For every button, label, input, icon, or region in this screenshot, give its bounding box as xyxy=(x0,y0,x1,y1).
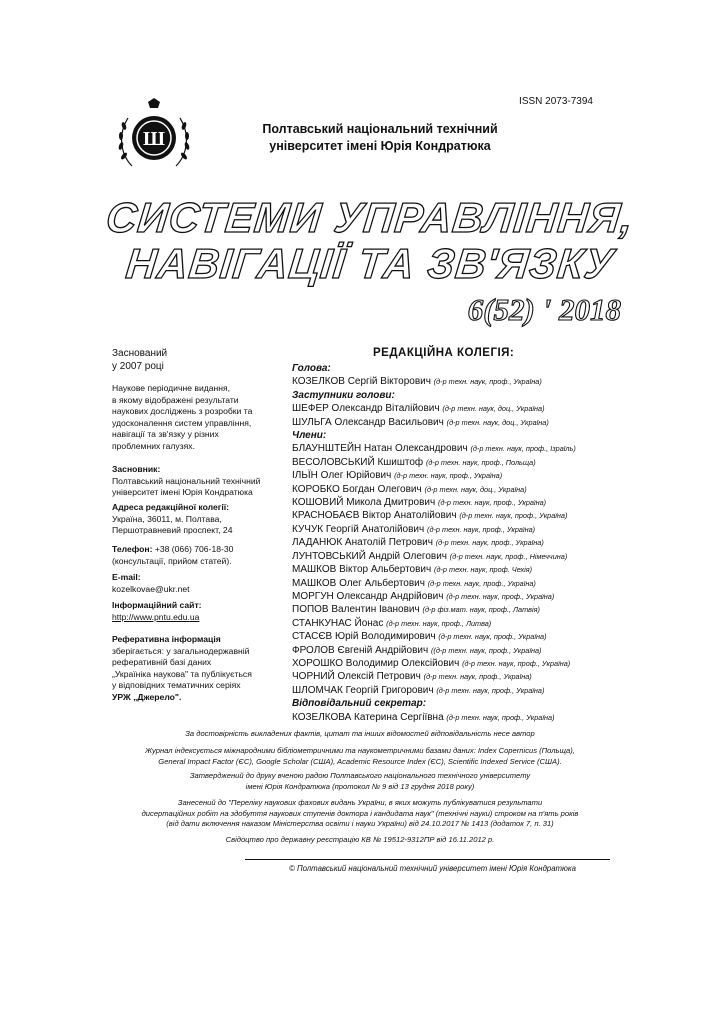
description-line: в якому відображені результати xyxy=(112,394,239,405)
member-name: СТАНКУНАС Йонас xyxy=(292,617,384,629)
description-line: проблемних галузях. xyxy=(112,440,195,451)
member-credentials: (д-р техн. наук, проф., Україна) xyxy=(446,712,555,722)
address-label: Адреса редакційної колегії: xyxy=(112,502,229,512)
member-name: ШЛОМЧАК Георгій Григорович xyxy=(292,684,434,696)
svg-text:Ш: Ш xyxy=(143,128,165,150)
abstract-info xyxy=(112,634,282,703)
member-credentials: (д-р техн. наук, проф., Україна) xyxy=(438,632,547,642)
board-member xyxy=(292,375,622,388)
listing-note xyxy=(110,798,610,830)
member-name: КОЗЕЛКОВА Катерина Сергіївна xyxy=(292,711,444,723)
member-name: КОШОВИЙ Микола Дмитрович xyxy=(292,497,436,509)
board-member xyxy=(292,416,622,429)
abstract-line: реферативній базі даних xyxy=(112,657,212,667)
board-member xyxy=(292,483,622,496)
abstract-line: „Україніка наукова" та публікується xyxy=(112,668,252,679)
board-member xyxy=(292,509,622,522)
member-name: ЛУНТОВСЬКИЙ Андрій Олегович xyxy=(292,550,448,562)
member-name: ЧОРНИЙ Олексій Петрович xyxy=(292,671,421,683)
board-member xyxy=(292,496,622,509)
member-credentials: (д-р техн. наук, проф., Україна) xyxy=(436,685,545,695)
abstract-line: зберігається: у загальнодержавній xyxy=(112,645,250,656)
member-credentials: (д-р техн. наук, проф. Чехія) xyxy=(434,565,533,575)
listing-note-line: (від дати включення наказом Міністерства освіти і науки України) від 24.10.2017 № 1413 (додаток 7, п. 31) xyxy=(166,819,554,828)
founder-line: університет імені Юрія Кондратюка xyxy=(112,487,253,497)
member-name: ПОПОВ Валентин Іванович xyxy=(292,604,420,616)
member-name: ВЕСОЛОВСЬКИЙ Кшиштоф xyxy=(292,456,424,468)
board-member xyxy=(292,603,622,616)
journal-title-line1: СИСТЕМИ УПРАВЛІННЯ, xyxy=(104,194,637,241)
member-name: КОРОБКО Богдан Олегович xyxy=(292,483,422,495)
member-credentials: (д-р техн. наук, проф., Україна) xyxy=(459,511,568,521)
phone-label: Телефон: xyxy=(112,544,153,554)
address-line: Україна, 36011, м. Полтава, xyxy=(112,513,222,524)
member-credentials: (д-р техн. наук, проф., Україна) xyxy=(462,658,571,668)
address-line: Першотравневий проспект, 24 xyxy=(112,525,233,535)
university-name-line2: університет імені Юрія Кондратюка xyxy=(269,139,491,153)
role-deputies: Заступники голови: xyxy=(292,389,395,401)
description-line: наукових досліджень з розробки та xyxy=(112,406,253,416)
abstract-line: у відповідних тематичних серіях xyxy=(112,680,241,690)
member-credentials: (д-р техн. наук, проф., Україна) xyxy=(446,591,555,601)
editorial-board-list xyxy=(292,362,622,724)
board-member xyxy=(292,563,622,576)
description-line: навігації та зв'язку у різних xyxy=(112,429,219,439)
member-name: ХОРОШКО Володимир Олексійович xyxy=(292,657,460,669)
address-info xyxy=(112,502,282,537)
member-credentials: (д-р техн. наук, доц., Україна) xyxy=(442,404,545,414)
footer-divider xyxy=(245,859,610,860)
member-name: КРАСНОБАЄВ Віктор Анатолійович xyxy=(292,510,457,522)
board-member xyxy=(292,670,622,683)
board-member xyxy=(292,684,622,697)
journal-title-line2: НАВІГАЦІЇ ТА ЗВ'ЯЗКУ xyxy=(123,240,617,287)
member-name: СТАСЄВ Юрій Володимирович xyxy=(292,631,436,643)
member-credentials: (д-р техн. наук, проф., Україна) xyxy=(433,377,542,387)
member-credentials: (д-р техн. наук, доц., Україна) xyxy=(446,417,549,427)
indexing-note xyxy=(110,746,610,767)
description-line: удосконалення систем управління, xyxy=(112,417,252,428)
email-info xyxy=(112,572,282,595)
member-name: МОРГУН Олександр Андрійович xyxy=(292,590,444,602)
board-member xyxy=(292,523,622,536)
email-label: E-mail: xyxy=(112,572,141,582)
responsibility-note: За достовірність викладених фактів, цитат та інших відомостей відповідальність несе автор xyxy=(185,729,535,738)
approval-note-line: Затверджений до друку вченою радою Полтавського національного технічного університету xyxy=(189,771,531,780)
member-name: КОЗЕЛКОВ Сергій Вікторович xyxy=(292,376,431,388)
member-name: КУЧУК Георгій Анатолійович xyxy=(292,523,425,535)
member-credentials: (д-р техн. наук, проф., Польща) xyxy=(425,457,536,467)
phone-info xyxy=(112,544,282,567)
description-line: Наукове періодичне видання, xyxy=(112,383,231,393)
board-member xyxy=(292,536,622,549)
copyright-notice: © Полтавський національний технічний університет імені Юрія Кондратюка xyxy=(289,864,576,873)
board-member xyxy=(292,630,622,643)
site-link[interactable]: http://www.pntu.edu.ua xyxy=(112,611,200,622)
board-member xyxy=(292,644,622,657)
phone-value: +38 (066) 706-18-30 xyxy=(154,544,234,554)
indexing-note-line: Журнал індексується міжнародними бібліометричними та наукометричними базами даних: Index Copernicus (Польща), xyxy=(145,746,575,755)
listing-note-line: дисертаційних робіт на здобуття наукових ступенів доктора і кандидата наук" (технічні науки) строком на п'ять років xyxy=(141,808,579,818)
member-name: ФРОЛОВ Євгеній Андрійович xyxy=(292,644,429,656)
board-member xyxy=(292,402,622,415)
board-member xyxy=(292,711,622,724)
member-credentials: (д-р техн. наук, проф., Україна) xyxy=(394,471,503,481)
listing-note-line: Занесений до "Переліку наукових фахових видань України, в яких можуть публікуватися результати xyxy=(177,798,543,807)
registration-note: Свідоцтво про державну реєстрацію КВ № 19512-9312ПР від 16.11.2012 р. xyxy=(225,835,495,844)
member-credentials: (д-р техн. наук, проф., Україна) xyxy=(438,498,547,508)
editorial-board-heading: РЕДАКЦІЙНА КОЛЕГІЯ: xyxy=(373,347,515,359)
member-credentials: (д-р техн. наук, проф., Литва) xyxy=(386,618,492,628)
member-credentials: (д-р техн. наук, проф., Україна) xyxy=(423,672,532,682)
member-credentials: (д-р техн. наук, проф., Ізраїль) xyxy=(470,444,576,454)
board-member xyxy=(292,456,622,469)
member-name: ШУЛЬГА Олександр Васильович xyxy=(292,416,444,428)
journal-description xyxy=(112,383,282,452)
founder-label: Засновник: xyxy=(112,464,161,474)
member-credentials: (д-р техн. наук, проф., Україна) xyxy=(427,524,536,534)
member-credentials: (д-р фіз.мат. наук, проф., Латвія) xyxy=(422,605,540,615)
approval-note xyxy=(110,771,610,792)
role-chair: Голова: xyxy=(292,363,331,374)
member-credentials: ((д-р техн. наук, проф., Україна) xyxy=(430,645,542,655)
founder-info xyxy=(112,464,282,499)
member-name: ЛАДАНЮК Анатолій Петрович xyxy=(292,537,433,549)
board-member xyxy=(292,469,622,482)
founded-info xyxy=(112,347,282,373)
board-member xyxy=(292,442,622,455)
member-name: МАШКОВ Віктор Альбертович xyxy=(292,564,432,576)
member-name: ІЛЬЇН Олег Юрійович xyxy=(292,470,392,482)
issue-number: 6(52) ' 2018 xyxy=(467,292,621,327)
abstract-line: УРЖ „Джерело". xyxy=(112,691,182,702)
member-credentials: (д-р техн. наук, доц., Україна) xyxy=(424,484,527,494)
role-members: Члени: xyxy=(292,430,327,442)
founded-line2: у 2007 році xyxy=(112,361,164,372)
founded-line1: Заснований xyxy=(112,348,168,359)
university-name-line1: Полтавський національний технічний xyxy=(262,122,498,136)
founder-line: Полтавський національний технічний xyxy=(112,475,261,486)
site-info xyxy=(112,600,282,623)
board-member xyxy=(292,577,622,590)
member-credentials: (д-р техн. наук, проф., Україна) xyxy=(435,538,544,548)
member-name: БЛАУНШТЕЙН Натан Олександрович xyxy=(292,443,468,455)
role-secretary: Відповідальний секретар: xyxy=(292,698,427,710)
phone-note: (консультації, прийом статей). xyxy=(112,555,232,566)
board-member xyxy=(292,550,622,563)
issn-number: ISSN 2073-7394 xyxy=(519,96,593,107)
university-emblem-icon xyxy=(112,98,196,178)
indexing-note-line: General Impact Factor (ЄС), Google Scholar (США), Academic Resource Index (ЄС), Scientific Indexed Service (США). xyxy=(158,756,562,766)
email-value[interactable]: kozelkovae@ukr.net xyxy=(112,583,190,594)
member-name: МАШКОВ Олег Альбертович xyxy=(292,577,425,589)
abstract-title: Реферативна інформація xyxy=(112,634,221,644)
member-name: ШЕФЕР Олександр Віталійович xyxy=(292,403,440,415)
board-member xyxy=(292,590,622,603)
member-credentials: (д-р техн. наук, проф., Німеччина) xyxy=(449,551,568,561)
member-credentials: (д-р техн. наук, проф., Україна) xyxy=(427,578,536,588)
board-member xyxy=(292,657,622,670)
site-label: Інформаційний сайт: xyxy=(112,600,202,610)
university-name xyxy=(210,121,550,155)
approval-note-line: імені Юрія Кондратюка (протокол № 9 від 13 грудня 2018 року) xyxy=(245,781,475,791)
board-member xyxy=(292,617,622,630)
